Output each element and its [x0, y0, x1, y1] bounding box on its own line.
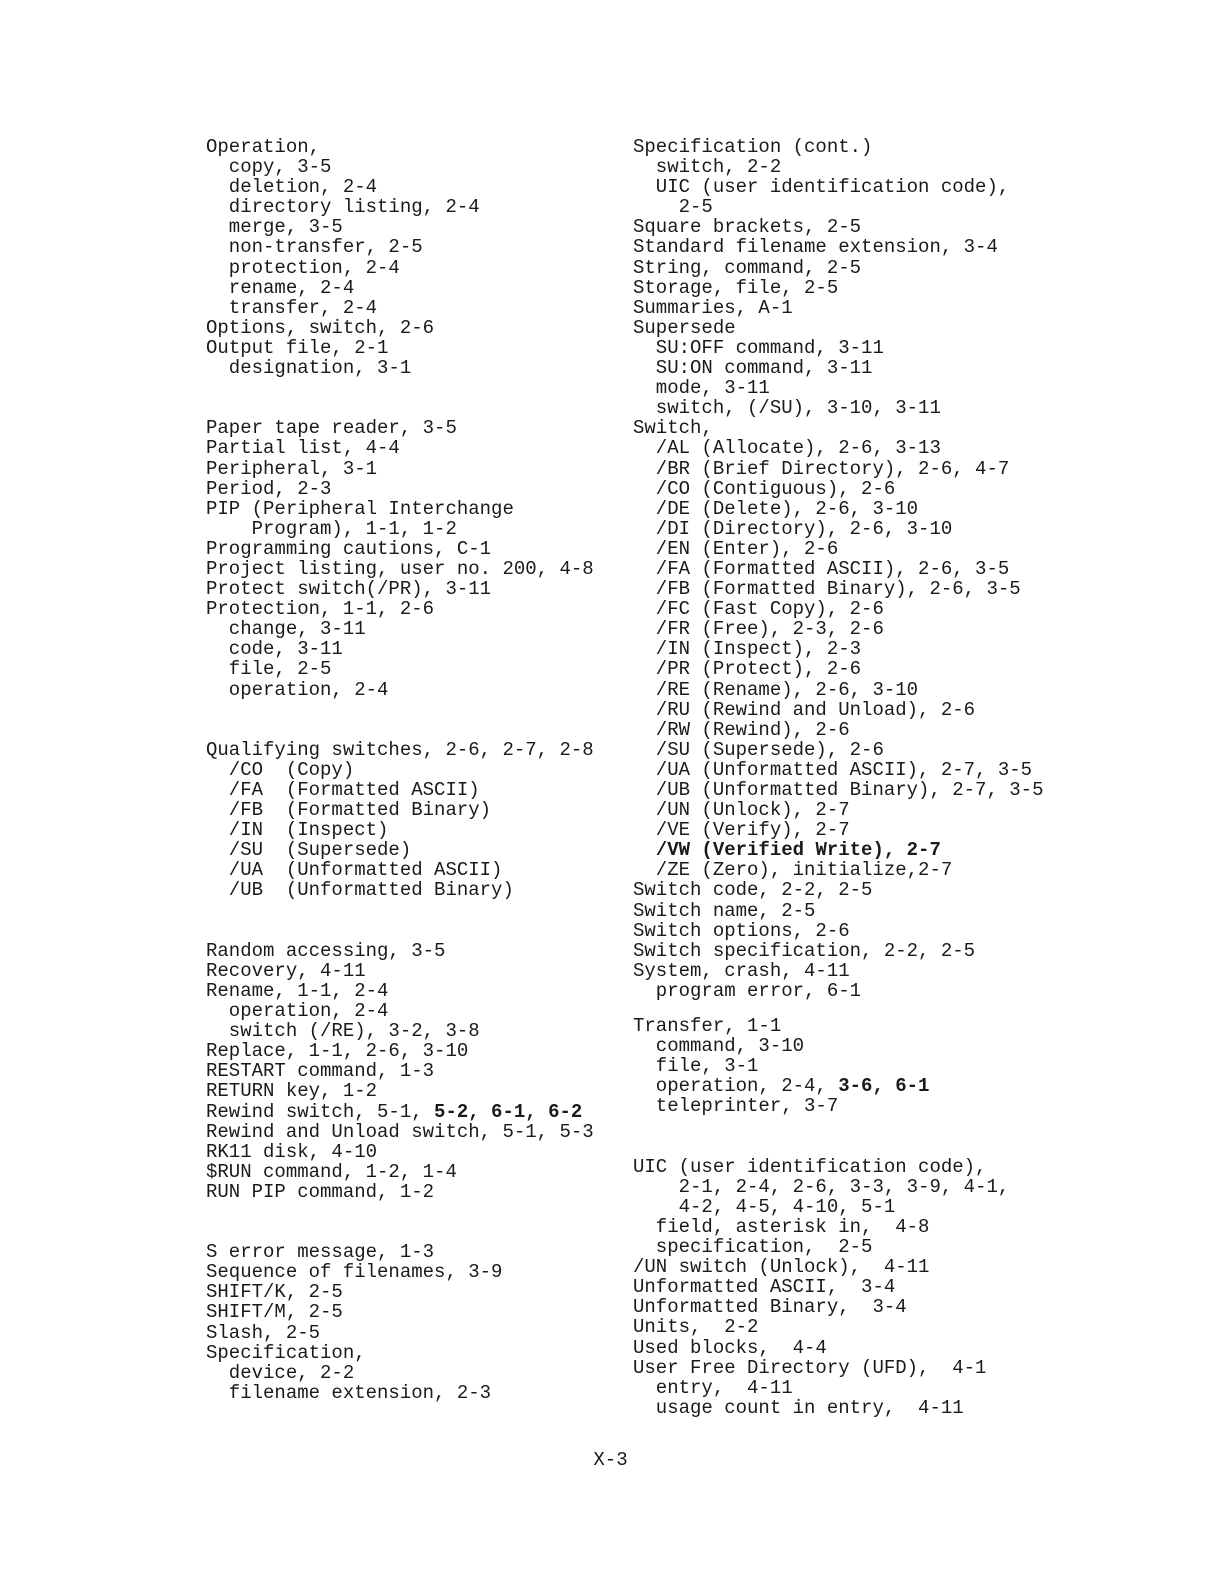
- index-entry-bold-text: /VW (Verified Write), 2-7: [655, 839, 941, 862]
- index-entry: [633, 358, 1103, 378]
- index-entry-text: specification, 2-5: [633, 1236, 873, 1259]
- index-entry-text: /CO (Copy): [206, 758, 355, 781]
- index-entry-text: Switch name, 2-5: [633, 899, 816, 922]
- index-entry: [206, 760, 616, 780]
- index-entry-text: Unformatted Binary, 3-4: [633, 1296, 907, 1319]
- index-entry: [206, 1343, 616, 1363]
- index-entry-text: filename extension, 2-3: [206, 1381, 492, 1404]
- index-entry-text: Rewind switch, 5-1,: [206, 1100, 435, 1123]
- index-entry-text: /SU (Supersede), 2-6: [633, 738, 884, 761]
- index-entry: [206, 1061, 616, 1081]
- index-entry: [633, 318, 1103, 338]
- index-entry: [633, 237, 1103, 257]
- index-entry-text: /IN (Inspect), 2-3: [633, 638, 862, 661]
- index-entry: [206, 860, 616, 880]
- index-entry: [633, 880, 1103, 900]
- index-entry: [206, 1262, 616, 1282]
- index-entry: [633, 298, 1103, 318]
- index-entry-text: Programming cautions, C-1: [206, 537, 492, 560]
- index-entry: [633, 1217, 1103, 1237]
- index-entry: [206, 961, 616, 981]
- index-entry: [633, 659, 1103, 679]
- index-entry-text: /SU (Supersede): [206, 839, 412, 862]
- index-entry-text: /EN (Enter), 2-6: [633, 537, 839, 560]
- index-entry: [633, 197, 1103, 217]
- index-entry-text: Options, switch, 2-6: [206, 316, 435, 339]
- index-entry: [206, 1081, 616, 1101]
- index-entry-text: Output file, 2-1: [206, 336, 389, 359]
- index-entry: [206, 840, 616, 860]
- index-entry-text: operation, 2-4: [206, 678, 389, 701]
- index-entry: [633, 1056, 1103, 1076]
- index-entry-text: 2-1, 2-4, 2-6, 3-3, 3-9, 4-1,: [633, 1175, 1010, 1198]
- index-entry-text: Peripheral, 3-1: [206, 457, 378, 480]
- index-entry: [206, 780, 616, 800]
- index-entry: [206, 1142, 616, 1162]
- index-entry: [206, 438, 616, 458]
- index-entry: [206, 1182, 616, 1202]
- index-entry-text: Protection, 1-1, 2-6: [206, 598, 435, 621]
- index-entry: [206, 1021, 616, 1041]
- index-entry-text: transfer, 2-4: [206, 296, 378, 319]
- index-entry-text: UIC (user identification code),: [633, 176, 1010, 199]
- index-entry-text: Period, 2-3: [206, 477, 332, 500]
- index-entry-text: RETURN key, 1-2: [206, 1080, 378, 1103]
- index-entry-text: [633, 839, 656, 861]
- index-entry: [633, 1237, 1103, 1257]
- index-entry-text: 2-5: [633, 196, 713, 219]
- index-entry: [206, 1282, 616, 1302]
- index-entry-text: /FB (Formatted Binary), 2-6, 3-5: [633, 578, 1021, 601]
- index-entry-text: Operation,: [206, 136, 321, 158]
- index-entry-text: /BR (Brief Directory), 2-6, 4-7: [633, 457, 1010, 480]
- index-entry: [633, 157, 1103, 177]
- index-entry: [206, 318, 616, 338]
- index-entry: [633, 1358, 1103, 1378]
- index-entry: [633, 137, 1103, 157]
- index-entry: [633, 820, 1103, 840]
- index-entry: [633, 860, 1103, 880]
- index-entry-text: code, 3-11: [206, 638, 343, 661]
- index-entry-text: operation, 2-4,: [633, 1075, 839, 1098]
- index-entry: [633, 559, 1103, 579]
- index-entry-text: file, 3-1: [633, 1055, 759, 1078]
- index-entry: [633, 700, 1103, 720]
- index-entry-text: protection, 2-4: [206, 256, 400, 279]
- index-entry: [633, 1076, 1103, 1096]
- index-entry-text: /UA (Unformatted ASCII): [206, 859, 503, 882]
- index-entry-text: /AL (Allocate), 2-6, 3-13: [633, 437, 941, 460]
- index-entry-text: 4-2, 4-5, 4-10, 5-1: [633, 1195, 896, 1218]
- index-entry: [633, 1016, 1103, 1036]
- index-entry-text: Partial list, 4-4: [206, 437, 400, 460]
- index-entry-text: designation, 3-1: [206, 357, 412, 380]
- index-entry-text: change, 3-11: [206, 618, 366, 641]
- index-entry: [206, 197, 616, 217]
- index-entry: [206, 1041, 616, 1061]
- index-entry: [206, 579, 616, 599]
- index-entry: [206, 338, 616, 358]
- index-entry: [206, 740, 616, 760]
- index-entry-text: Switch options, 2-6: [633, 919, 850, 942]
- index-entry: [633, 1297, 1103, 1317]
- index-entry: [206, 880, 616, 900]
- index-entry-text: teleprinter, 3-7: [633, 1095, 839, 1118]
- index-entry: [633, 800, 1103, 820]
- index-entry: [206, 559, 616, 579]
- index-entry: [633, 941, 1103, 961]
- index-entry: [206, 258, 616, 278]
- index-entry: [206, 237, 616, 257]
- index-entry-text: RK11 disk, 4-10: [206, 1140, 378, 1163]
- index-entry-text: /UN switch (Unlock), 4-11: [633, 1256, 930, 1279]
- index-entry: [633, 639, 1103, 659]
- index-entry: [206, 479, 616, 499]
- index-entry-text: SHIFT/K, 2-5: [206, 1281, 343, 1304]
- index-entry-text: Specification (cont.): [633, 136, 873, 158]
- entry-spacer: [206, 378, 616, 418]
- index-entry: [633, 720, 1103, 740]
- index-entry-text: usage count in entry, 4-11: [633, 1396, 964, 1419]
- index-entry-text: System, crash, 4-11: [633, 959, 850, 982]
- index-entry-text: /ZE (Zero), initialize,2-7: [633, 859, 953, 882]
- index-entry: [633, 740, 1103, 760]
- index-entry: [206, 941, 616, 961]
- index-entry-text: merge, 3-5: [206, 216, 343, 239]
- index-entry-text: Storage, file, 2-5: [633, 276, 839, 299]
- index-entry-text: /RE (Rename), 2-6, 3-10: [633, 678, 919, 701]
- entry-spacer: [206, 1202, 616, 1242]
- index-entry-text: /UA (Unformatted ASCII), 2-7, 3-5: [633, 758, 1033, 781]
- index-entry: [633, 1257, 1103, 1277]
- index-entry-text: Switch specification, 2-2, 2-5: [633, 939, 976, 962]
- index-entry: [633, 961, 1103, 981]
- index-entry-text: /FC (Fast Copy), 2-6: [633, 598, 884, 621]
- index-entry: [206, 499, 616, 519]
- index-entry: [633, 539, 1103, 559]
- index-entry: [633, 680, 1103, 700]
- entry-spacer: [206, 700, 616, 740]
- index-entry: [206, 418, 616, 438]
- index-entry-text: String, command, 2-5: [633, 256, 862, 279]
- index-entry: [633, 177, 1103, 197]
- index-entry-text: Unformatted ASCII, 3-4: [633, 1276, 896, 1299]
- index-entry: [206, 680, 616, 700]
- index-entry-bold-text: 3-6, 6-1: [838, 1075, 930, 1098]
- index-entry: [633, 780, 1103, 800]
- index-entry: [633, 981, 1103, 1001]
- index-entry: [206, 1122, 616, 1142]
- index-entry: [633, 1277, 1103, 1297]
- index-entry-text: RESTART command, 1-3: [206, 1060, 435, 1083]
- index-entry-text: /RU (Rewind and Unload), 2-6: [633, 698, 976, 721]
- index-entry-text: $RUN command, 1-2, 1-4: [206, 1160, 457, 1183]
- index-entry: [633, 1398, 1103, 1418]
- index-entry-text: switch, (/SU), 3-10, 3-11: [633, 397, 941, 420]
- index-entry-text: Random accessing, 3-5: [206, 939, 446, 962]
- index-entry: [633, 479, 1103, 499]
- index-entry: [206, 539, 616, 559]
- index-entry: [633, 438, 1103, 458]
- index-entry: [206, 619, 616, 639]
- index-entry-text: Switch code, 2-2, 2-5: [633, 879, 873, 902]
- index-entry: [633, 1338, 1103, 1358]
- index-entry: [206, 1102, 616, 1122]
- index-entry: [206, 217, 616, 237]
- index-entry: [633, 278, 1103, 298]
- index-entry: [206, 800, 616, 820]
- index-entry-text: /VE (Verify), 2-7: [633, 819, 850, 842]
- index-entry-text: Rewind and Unload switch, 5-1, 5-3: [206, 1120, 594, 1143]
- index-entry-text: switch (/RE), 3-2, 3-8: [206, 1020, 480, 1043]
- index-entry: [633, 1036, 1103, 1056]
- index-entry: [633, 258, 1103, 278]
- index-entry-text: /RW (Rewind), 2-6: [633, 718, 850, 741]
- index-entry-text: S error message, 1-3: [206, 1241, 435, 1264]
- index-entry: [206, 639, 616, 659]
- index-entry-text: deletion, 2-4: [206, 176, 378, 199]
- index-entry: [206, 1383, 616, 1403]
- index-entry: [206, 1001, 616, 1021]
- index-entry-text: SHIFT/M, 2-5: [206, 1301, 343, 1324]
- index-entry-text: rename, 2-4: [206, 276, 355, 299]
- index-entry: [633, 1177, 1103, 1197]
- index-entry-text: Sequence of filenames, 3-9: [206, 1261, 503, 1284]
- index-entry-text: Units, 2-2: [633, 1316, 759, 1339]
- index-entry: [633, 901, 1103, 921]
- index-entry-text: Slash, 2-5: [206, 1321, 321, 1344]
- index-entry-text: /FB (Formatted Binary): [206, 799, 492, 822]
- index-entry-text: /DE (Delete), 2-6, 3-10: [633, 497, 919, 520]
- index-entry: [206, 1363, 616, 1383]
- index-entry: [633, 1157, 1103, 1177]
- index-entry: [206, 599, 616, 619]
- index-entry-text: PIP (Peripheral Interchange: [206, 497, 514, 520]
- page-number: X-3: [593, 1449, 628, 1471]
- index-entry-text: mode, 3-11: [633, 377, 770, 400]
- index-entry: [206, 659, 616, 679]
- index-entry: [206, 1162, 616, 1182]
- index-column-right: [633, 137, 1103, 1418]
- index-entry: [633, 599, 1103, 619]
- index-entry: [633, 921, 1103, 941]
- index-entry: [633, 760, 1103, 780]
- index-entry: [206, 137, 616, 157]
- index-entry: [206, 1242, 616, 1262]
- index-entry-text: Rename, 1-1, 2-4: [206, 979, 389, 1002]
- index-entry-bold-text: 5-2, 6-1, 6-2: [434, 1100, 583, 1123]
- index-entry: [206, 157, 616, 177]
- index-entry: [633, 1096, 1103, 1116]
- index-entry-text: /FR (Free), 2-3, 2-6: [633, 618, 884, 641]
- index-entry: [633, 499, 1103, 519]
- index-entry-text: User Free Directory (UFD), 4-1: [633, 1356, 987, 1379]
- index-entry-text: non-transfer, 2-5: [206, 236, 423, 259]
- index-entry: [633, 217, 1103, 237]
- index-entry: [206, 278, 616, 298]
- entry-spacer: [206, 901, 616, 941]
- index-entry-text: /UB (Unformatted Binary): [206, 879, 514, 902]
- index-entry: [206, 358, 616, 378]
- index-entry: [633, 459, 1103, 479]
- index-entry: [206, 459, 616, 479]
- index-entry-text: /FA (Formatted ASCII): [206, 779, 480, 801]
- index-entry-text: /FA (Formatted ASCII), 2-6, 3-5: [633, 557, 1010, 580]
- index-entry-text: entry, 4-11: [633, 1376, 793, 1399]
- entry-spacer: [633, 1001, 1103, 1016]
- index-entry-text: /CO (Contiguous), 2-6: [633, 477, 896, 500]
- index-entry-text: copy, 3-5: [206, 156, 332, 179]
- index-entry-text: switch, 2-2: [633, 156, 782, 179]
- index-entry-text: Protect switch(/PR), 3-11: [206, 578, 492, 601]
- index-entry: [633, 398, 1103, 418]
- index-entry-text: Replace, 1-1, 2-6, 3-10: [206, 1040, 469, 1063]
- index-entry-text: Qualifying switches, 2-6, 2-7, 2-8: [206, 738, 594, 761]
- index-entry-text: Switch,: [633, 417, 713, 440]
- index-entry-text: Transfer, 1-1: [633, 1015, 782, 1038]
- index-entry: [633, 619, 1103, 639]
- index-entry: [206, 981, 616, 1001]
- index-entry-text: /IN (Inspect): [206, 819, 389, 842]
- index-entry-text: Summaries, A-1: [633, 296, 793, 319]
- index-entry: [633, 840, 1103, 860]
- index-entry-text: Used blocks, 4-4: [633, 1336, 827, 1359]
- index-column-left: [206, 137, 616, 1403]
- index-entry: [206, 820, 616, 840]
- index-entry-text: directory listing, 2-4: [206, 196, 480, 219]
- index-entry-text: Project listing, user no. 200, 4-8: [206, 557, 594, 580]
- index-entry: [633, 1197, 1103, 1217]
- index-entry: [206, 298, 616, 318]
- index-entry-text: Standard filename extension, 3-4: [633, 236, 998, 259]
- index-entry: [633, 1378, 1103, 1398]
- index-entry-text: Program), 1-1, 1-2: [206, 517, 457, 540]
- index-entry: [206, 519, 616, 539]
- index-entry: [633, 418, 1103, 438]
- index-entry-text: /UN (Unlock), 2-7: [633, 799, 850, 822]
- index-entry-text: Paper tape reader, 3-5: [206, 417, 457, 440]
- index-entry: [633, 579, 1103, 599]
- index-entry-text: field, asterisk in, 4-8: [633, 1215, 930, 1238]
- index-entry-text: /UB (Unformatted Binary), 2-7, 3-5: [633, 779, 1044, 801]
- index-entry-text: operation, 2-4: [206, 1000, 389, 1023]
- index-entry: [633, 378, 1103, 398]
- index-entry: [206, 177, 616, 197]
- index-entry: [633, 1317, 1103, 1337]
- index-entry-text: Square brackets, 2-5: [633, 216, 862, 239]
- index-entry-text: /PR (Protect), 2-6: [633, 658, 862, 681]
- index-entry-text: program error, 6-1: [633, 979, 862, 1002]
- index-entry-text: RUN PIP command, 1-2: [206, 1180, 435, 1203]
- index-entry-text: command, 3-10: [633, 1035, 805, 1058]
- index-entry: [633, 519, 1103, 539]
- index-entry-text: Specification,: [206, 1341, 366, 1364]
- index-entry-text: /DI (Directory), 2-6, 3-10: [633, 517, 953, 540]
- index-entry: [633, 338, 1103, 358]
- entry-spacer: [633, 1117, 1103, 1157]
- index-entry-text: Supersede: [633, 316, 736, 339]
- index-entry-text: UIC (user identification code),: [633, 1155, 987, 1178]
- index-entry: [206, 1302, 616, 1322]
- index-entry-text: SU:ON command, 3-11: [633, 357, 873, 380]
- index-entry-text: device, 2-2: [206, 1361, 355, 1384]
- index-entry-text: SU:OFF command, 3-11: [633, 336, 884, 359]
- index-entry-text: file, 2-5: [206, 658, 332, 681]
- index-entry: [206, 1323, 616, 1343]
- index-entry-text: Recovery, 4-11: [206, 959, 366, 982]
